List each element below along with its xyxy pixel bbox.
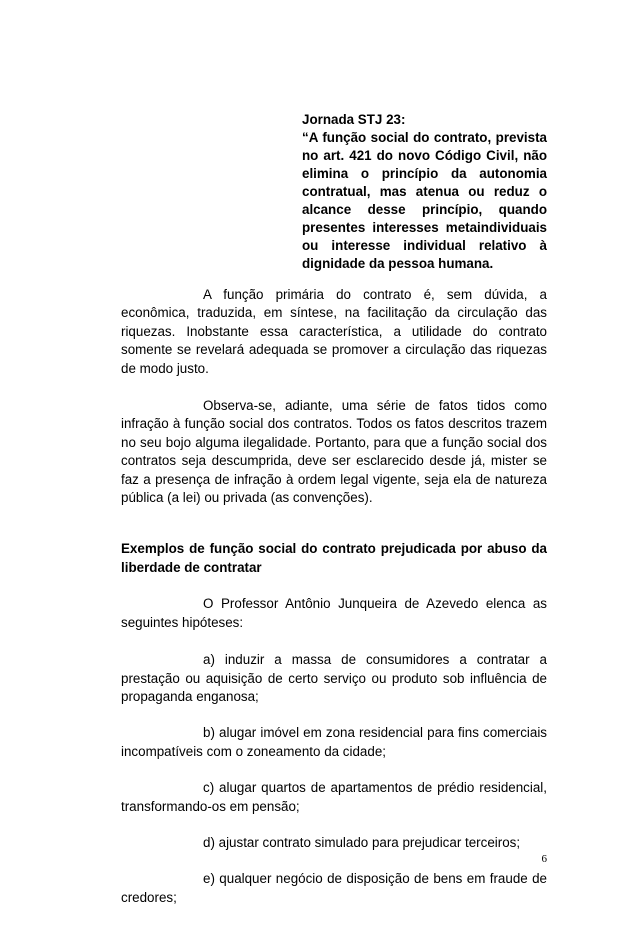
page-number: 6	[541, 853, 547, 865]
section-intro: O Professor Antônio Junqueira de Azevedo elenca as seguintes hipóteses:	[121, 596, 547, 630]
list-item: b) alugar imóvel em zona residencial para fins comerciais incompatíveis com o zoneamento da cidade;	[121, 725, 547, 759]
paragraph-economic-function: A função primária do contrato é, sem dúvida, a econômica, traduzida, em síntese, na facilitação da circulação das riquezas. Inobstante essa característica, a utilidade do contrato somente se revelará adequada se promover a circulação das riquezas de modo justo.	[121, 287, 547, 376]
list-item: a) induzir a massa de consumidores a contratar a prestação ou aquisição de certo serviço ou produto sob influência de propaganda enganosa;	[121, 652, 547, 704]
section-heading: Exemplos de função social do contrato prejudicada por abuso da liberdade de contratar	[121, 541, 547, 575]
list-item: e) qualquer negócio de disposição de bens em fraude de credores;	[121, 871, 547, 905]
quote-title: Jornada STJ 23:	[302, 112, 406, 127]
quote-text: “A função social do contrato, prevista no art. 421 do novo Código Civil, não elimina o princípio da autonomia contratual, mas atenua ou reduz o alcance desse princípio, quando presentes interesses metaindividuais ou interesse individual relativo à dignidade da pessoa humana.	[302, 130, 547, 271]
document-body	[121, 286, 547, 925]
list-item: d) ajustar contrato simulado para prejudicar terceiros;	[203, 834, 521, 850]
list-item: c) alugar quartos de apartamentos de prédio residencial, transformando-os em pensão;	[121, 780, 547, 814]
jornada-quote-block	[302, 111, 547, 273]
paragraph-infractions: Observa-se, adiante, uma série de fatos tidos como infração à função social dos contratos. Todos os fatos descritos trazem no seu bojo alguma ilegalidade. Portanto, para que a função social dos contratos seja descumprida, deve ser esclarecido desde já, mister se faz a presença de infração à ordem legal vigente, seja ela de natureza pública (a lei) ou privada (as convenções).	[121, 398, 547, 506]
